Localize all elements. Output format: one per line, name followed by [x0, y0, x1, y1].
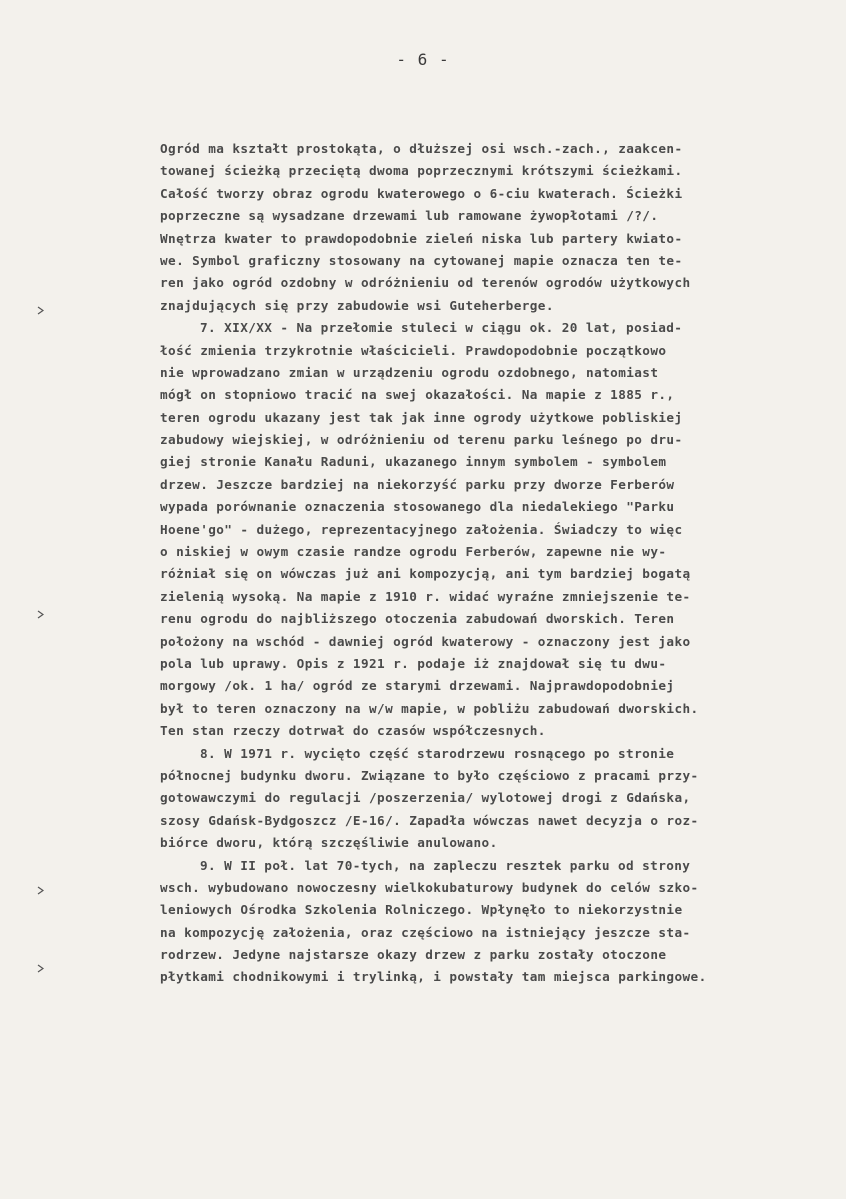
paragraph-start-line: 9. W II poł. lat 70-tych, na zapleczu resztek parku od strony — [200, 857, 691, 873]
text-line: teren ogrodu ukazany jest tak jak inne ogrody użytkowe pobliskiej — [160, 409, 683, 425]
paragraph-start-line: 7. XIX/XX - Na przełomie stuleci w ciągu ok. 20 lat, posiad- — [200, 320, 683, 336]
text-line: giej stronie Kanału Raduni, ukazanego innym symbolem - symbolem — [160, 454, 667, 470]
text-line: leniowych Ośrodka Szkolenia Rolniczego. Wpłynęło to niekorzystnie — [160, 902, 683, 918]
text-line: znajdujących się przy zabudowie wsi Guteherberge. — [160, 297, 554, 313]
text-line: wypada porównanie oznaczenia stosowanego dla niedalekiego "Parku — [160, 499, 675, 515]
text-line: ren jako ogród ozdobny w odróżnieniu od terenów ogrodów użytkowych — [160, 275, 691, 291]
margin-tick-icon — [37, 610, 44, 619]
text-line: rodrzew. Jedyne najstarsze okazy drzew z parku zostały otoczone — [160, 947, 667, 963]
text-line: łość zmienia trzykrotnie właścicieli. Prawdopodobnie początkowo — [160, 342, 667, 358]
text-line: szosy Gdańsk-Bydgoszcz /E-16/. Zapadła wówczas nawet decyzja o roz- — [160, 812, 699, 828]
text-line: był to teren oznaczony na w/w mapie, w pobliżu zabudowań dworskich. — [160, 700, 699, 716]
text-line: gotowawczymi do regulacji /poszerzenia/ wylotowej drogi z Gdańska, — [160, 790, 691, 806]
page-number: - 6 - — [396, 50, 450, 69]
margin-tick-icon — [37, 886, 44, 895]
text-line: Ogród ma kształt prostokąta, o dłuższej osi wsch.-zach., zaakcen- — [160, 141, 683, 156]
margin-tick-icon — [37, 306, 44, 315]
text-line: zielenią wysoką. Na mapie z 1910 r. widać wyraźne zmniejszenie te- — [160, 588, 691, 604]
paragraph-start-line: 8. W 1971 r. wycięto część starodrzewu rosnącego po stronie — [200, 745, 675, 761]
text-line: Całość tworzy obraz ogrodu kwaterowego o 6-ciu kwaterach. Ścieżki — [160, 185, 683, 201]
text-line: mógł on stopniowo tracić na swej okazałości. Na mapie z 1885 r., — [160, 387, 675, 403]
text-line: pola lub uprawy. Opis z 1921 r. podaje iż znajdował się tu dwu- — [160, 655, 667, 671]
text-line: północnej budynku dworu. Związane to było częściowo z pracami przy- — [160, 767, 699, 783]
text-line: o niskiej w owym czasie randze ogrodu Ferberów, zapewne nie wy- — [160, 544, 667, 560]
document-body — [160, 138, 838, 989]
text-line: Wnętrza kwater to prawdopodobnie zieleń niska lub partery kwiato- — [160, 230, 683, 246]
text-line: nie wprowadzano zmian w urządzeniu ogrodu ozdobnego, natomiast — [160, 364, 659, 380]
text-line: położony na wschód - dawniej ogród kwaterowy - oznaczony jest jako — [160, 633, 691, 649]
text-line: Ten stan rzeczy dotrwał do czasów współczesnych. — [160, 723, 546, 739]
text-line: biórce dworu, którą szczęśliwie anulowano. — [160, 835, 498, 851]
margin-tick-icon — [37, 964, 44, 973]
text-line: we. Symbol graficzny stosowany na cytowanej mapie oznacza ten te- — [160, 252, 683, 268]
text-line: wsch. wybudowano nowoczesny wielkokubaturowy budynek do celów szko- — [160, 879, 699, 895]
text-line: renu ogrodu do najbliższego otoczenia zabudowań dworskich. Teren — [160, 611, 675, 627]
text-line: na kompozycję założenia, oraz częściowo na istniejący jeszcze sta- — [160, 924, 691, 940]
text-line: Hoene'go" - dużego, reprezentacyjnego założenia. Świadczy to więc — [160, 521, 683, 537]
text-line: towanej ścieżką przeciętą dwoma poprzecznymi krótszymi ścieżkami. — [160, 163, 683, 179]
text-line: morgowy /ok. 1 ha/ ogród ze starymi drzewami. Najprawdopodobniej — [160, 678, 675, 694]
text-line: płytkami chodnikowymi i trylinką, i powstały tam miejsca parkingowe. — [160, 969, 707, 985]
text-line: poprzeczne są wysadzane drzewami lub ramowane żywopłotami /?/. — [160, 208, 659, 224]
text-line: drzew. Jeszcze bardziej na niekorzyść parku przy dworze Ferberów — [160, 476, 675, 492]
text-line: zabudowy wiejskiej, w odróżnieniu od terenu parku leśnego po dru- — [160, 432, 683, 448]
text-line: różniał się on wówczas już ani kompozycją, ani tym bardziej bogatą — [160, 566, 691, 582]
